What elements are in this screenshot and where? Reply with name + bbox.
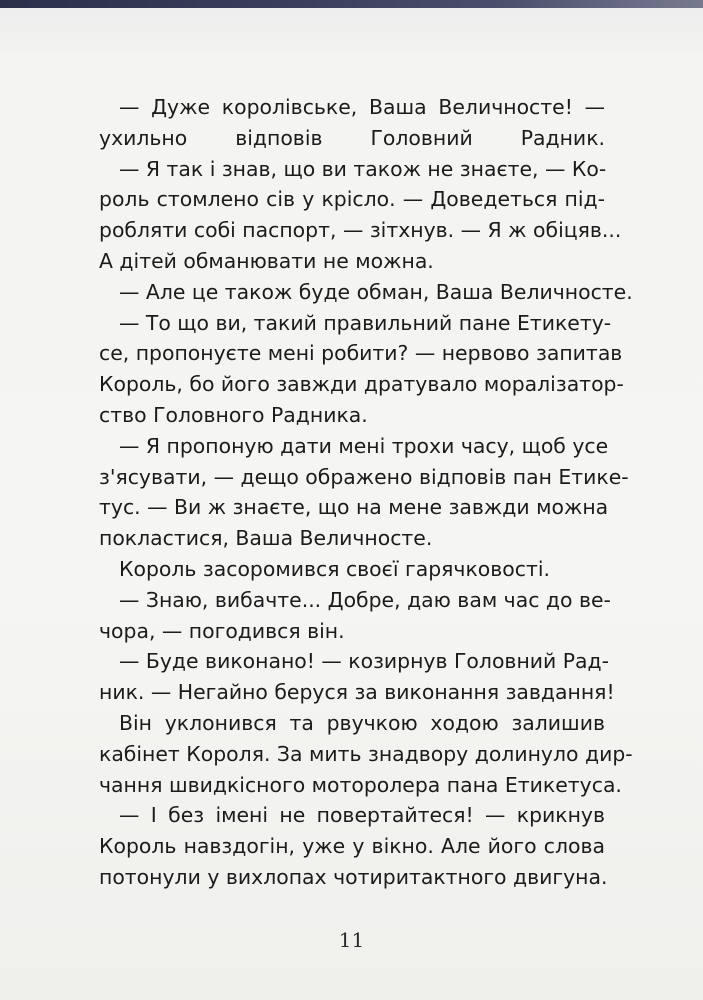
text-line: покластися, Ваша Величносте. (99, 526, 433, 551)
text-line: чання швидкісного моторолера пана Етикетуса. (99, 772, 622, 797)
text-line: ухильно відповів Головний Радник. (99, 125, 605, 150)
text-line: — Я пропоную дати мені трохи часу, щоб усе (119, 433, 609, 458)
text-line: — І без імені не повертайтеся! — крикнув (119, 803, 605, 828)
text-line: тус. — Ви ж знаєте, що на мене завжди можна (99, 495, 609, 520)
text-line: — То що ви, такий правильний пане Етикету- (119, 310, 612, 335)
page-number: 11 (338, 928, 365, 952)
page-top-edge (0, 0, 703, 8)
text-line: кабінет Короля. За мить знадвору долинуло дир- (99, 741, 633, 766)
text-line: чора, — погодився він. (99, 618, 345, 643)
body-text (99, 92, 633, 893)
text-line: — Дуже королівське, Ваша Величносте! — (119, 95, 605, 119)
text-line: роль стомлено сів у крісло. — Доведеться під- (99, 187, 605, 212)
text-line: А дітей обманювати не можна. (99, 248, 434, 273)
text-line: Король навздогін, уже у вікно. Але його слова (99, 834, 605, 859)
text-line: Король, бо його завжди дратувало моралізатор- (99, 372, 624, 397)
text-line: — Але це також буде обман, Ваша Величносте. (119, 279, 633, 304)
text-line: — Буде виконано! — козирнув Головний Рад- (119, 649, 610, 674)
text-line: з'ясувати, — дещо ображено відповів пан Етике- (99, 464, 629, 489)
text-line: — Знаю, вибачте... Добре, даю вам час до ве- (119, 587, 611, 612)
text-line: Він уклонився та рвучкою ходою залишив (119, 710, 605, 735)
text-line: ство Головного Радника. (99, 402, 368, 427)
text-line: се, пропонуєте мені робити? — нервово запитав (99, 341, 623, 366)
text-line: — Я так і знав, що ви також не знаєте, — Ко- (119, 156, 607, 181)
text-line: ник. — Негайно беруся за виконання завдання! (99, 680, 615, 705)
text-line: робляти собі паспорт, — зітхнув. — Я ж обіцяв... (99, 218, 622, 243)
text-line: Король засоромився своєї гарячковості. (119, 556, 550, 581)
text-line: потонули у вихлопах чотиритактного двигуна. (99, 864, 608, 889)
